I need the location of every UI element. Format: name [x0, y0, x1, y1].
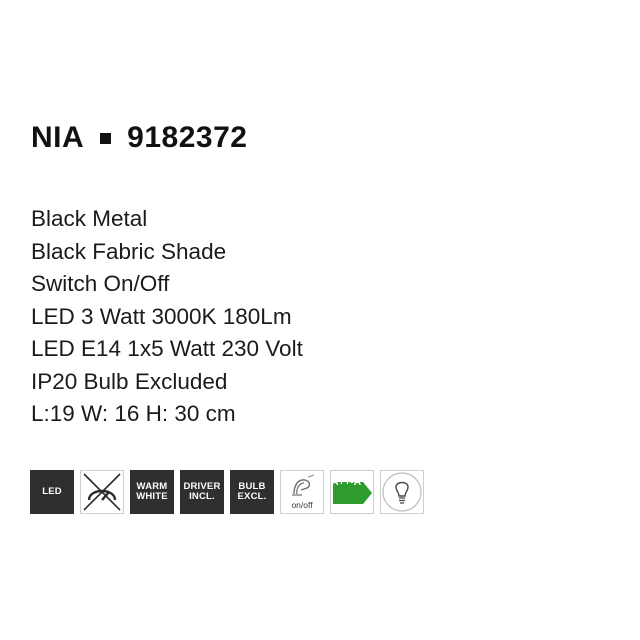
warm-white-badge [130, 470, 174, 514]
page-title [31, 123, 247, 153]
icon-badge-strip [30, 470, 424, 514]
specification-list [31, 203, 601, 431]
switch-on-off-label: on/off [291, 500, 313, 510]
energy-class-text: A++-A [331, 476, 361, 488]
bulb-shape-icon [380, 470, 424, 514]
led-badge [30, 470, 74, 514]
product-name: NIA [31, 121, 85, 154]
driver-included-badge [180, 470, 224, 514]
spec-line: Black Fabric Shade [31, 238, 227, 264]
spec-line: Black Metal [31, 206, 148, 231]
spec-line: L:19 W: 16 H: 30 cm [31, 401, 236, 426]
bulb-excluded-badge-label: BULB EXCL. [237, 480, 267, 502]
led-badge-label: LED [42, 485, 62, 497]
not-dimmable-icon [80, 470, 124, 514]
spec-line: IP20 Bulb Excluded [31, 368, 228, 394]
warm-white-badge-label: WARM WHITE [136, 480, 168, 502]
switch-on-off-icon [280, 470, 324, 514]
spec-line: Switch On/Off [31, 271, 170, 296]
bulb-excluded-badge [230, 470, 274, 514]
square-bullet-icon [100, 133, 111, 144]
product-code: 9182372 [127, 121, 248, 154]
spec-line: LED 3 Watt 3000K 180Lm [31, 303, 292, 329]
energy-class-label [330, 470, 374, 514]
spec-line: LED E14 1x5 Watt 230 Volt [31, 336, 303, 361]
driver-included-badge-label: DRIVER INCL. [183, 480, 221, 502]
